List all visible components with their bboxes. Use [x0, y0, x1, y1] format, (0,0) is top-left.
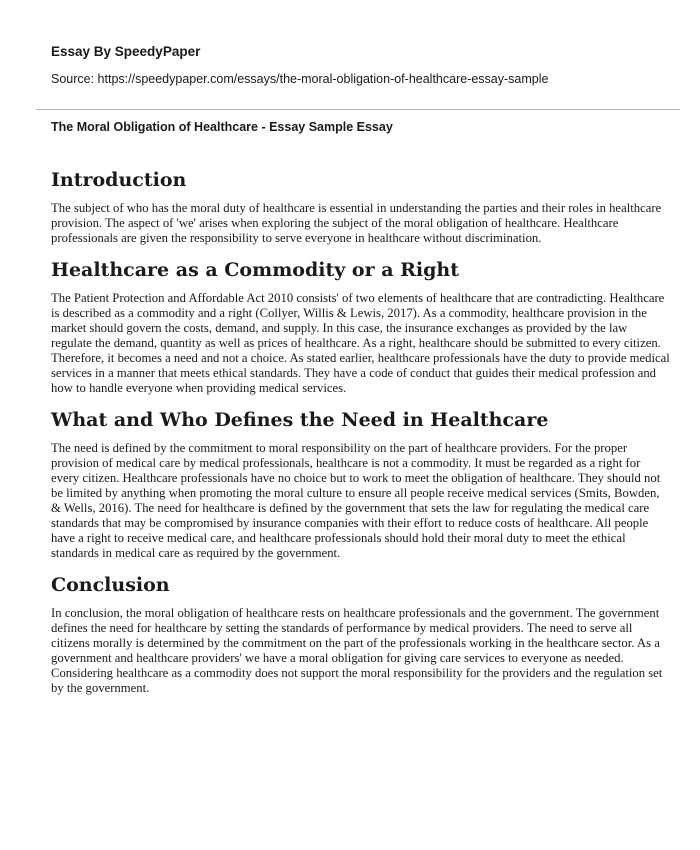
source-url: Source: https://speedypaper.com/essays/the-moral-obligation-of-healthcare-essay-sample [51, 72, 549, 86]
header-divider [36, 109, 680, 110]
section-heading: Healthcare as a Commodity or a Right [51, 259, 460, 281]
section-commodity-or-right [51, 258, 671, 396]
section-heading: Conclusion [51, 574, 170, 596]
section-paragraph: The Patient Protection and Affordable Act 2010 consists' of two elements of healthcare that are contradicting. Healthcare is described as a commodity and a right (Collyer, Willis & Lewis, 2017). As a commodity, healthcare provision in the market should govern the costs, demand, and supply. In this case, the insurance exchanges as provided by the law regulate the demand, quantity as well as prices of healthcare. As a right, healthcare should be submitted to every citizen. Therefore, it becomes a need and not a choice. As stated earlier, healthcare professionals have the duty to provide medical services in a manner that meets ethical standards. They have a code of conduct that guides their medical profession and how to handle everyone when providing medical services. [51, 291, 670, 395]
section-defines-need [51, 408, 671, 561]
brand-label: Essay By SpeedyPaper [51, 44, 201, 59]
essay-title: The Moral Obligation of Healthcare - Essay Sample Essay [51, 120, 393, 134]
essay-body [51, 168, 671, 708]
section-paragraph: The subject of who has the moral duty of healthcare is essential in understanding the parties and their roles in healthcare provision. The aspect of 'we' arises when exploring the subject of the moral obligation of healthcare. Healthcare professionals are given the responsibility to serve everyone in healthcare without discrimination. [51, 201, 662, 245]
section-heading: What and Who Defines the Need in Healthcare [51, 409, 549, 431]
section-conclusion [51, 573, 671, 696]
section-paragraph: In conclusion, the moral obligation of healthcare rests on healthcare professionals and the government. The government defines the need for healthcare by setting the standards of performance by medical providers. The need to serve all citizens morally is determined by the commitment on the part of the professionals working in the healthcare sector. As a government and healthcare providers' we have a moral obligation for giving care services to everyone as needed. Considering healthcare as a commodity does not support the moral responsibility for the providers and the regulation set by the government. [51, 606, 663, 695]
section-paragraph: The need is defined by the commitment to moral responsibility on the part of healthcare providers. For the proper provision of medical care by medical professionals, healthcare is not a commodity. It must be regarded as a right for every citizen. Healthcare professionals have no choice but to work to meet the obligation of healthcare. They should not be limited by anything when promoting the moral culture to ensure all people receive medical services (Smits, Bowden, & Wells, 2016). The need for healthcare is defined by the government that sets the law for regulating the medical care standards that may be compromised by insurance companies with their effort to reduce costs of healthcare. All people have a right to receive medical care, and healthcare professionals should hold their moral duty to meet the ethical standards in medical care as required by the government. [51, 441, 661, 560]
section-introduction [51, 168, 671, 246]
section-heading: Introduction [51, 169, 187, 191]
